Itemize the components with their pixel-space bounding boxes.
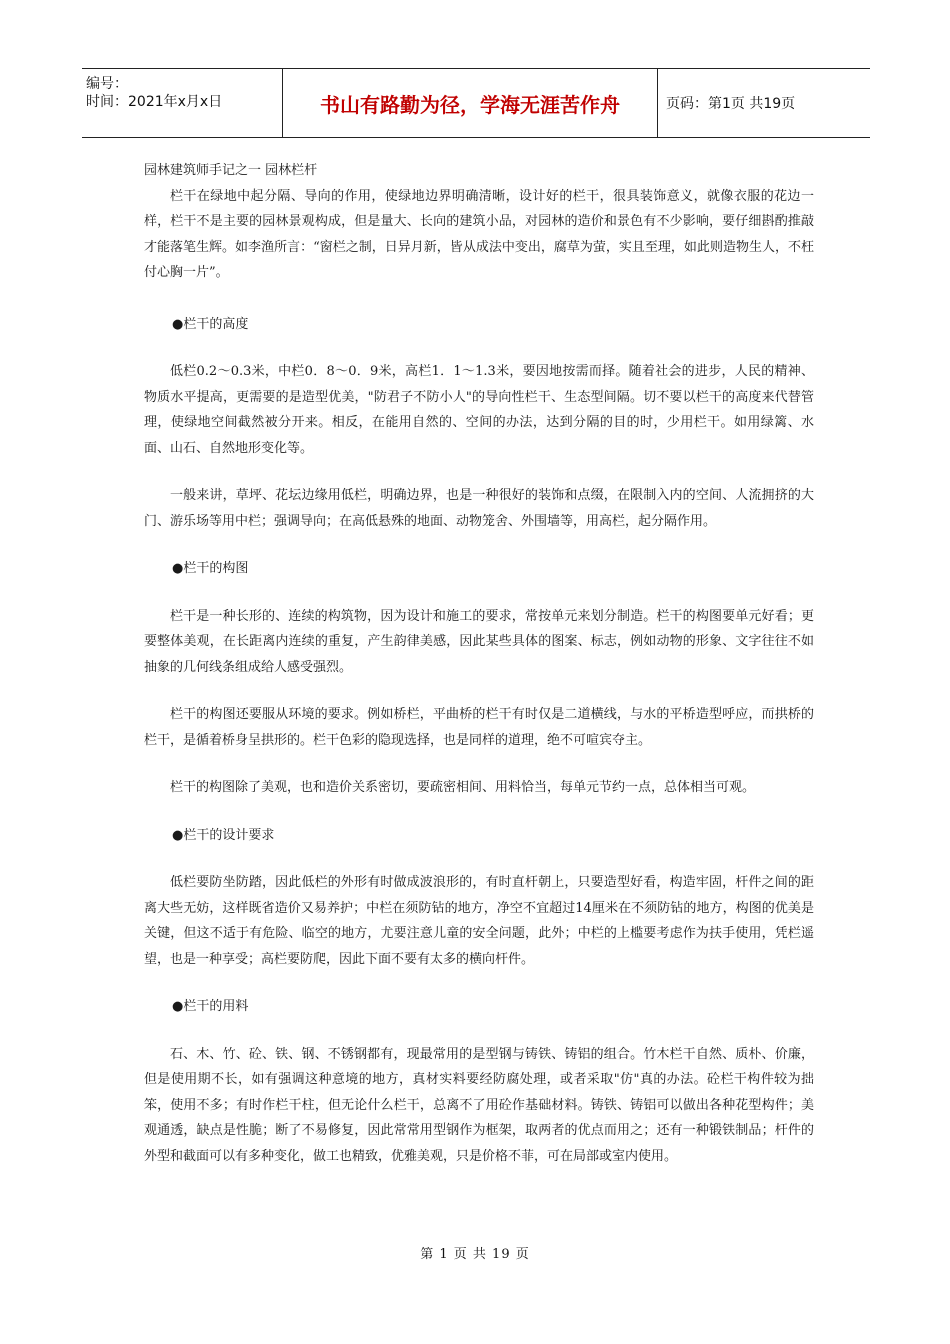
section-heading-composition: ●栏干的构图 xyxy=(172,561,249,576)
paragraph: 石、木、竹、砼、铁、钢、不锈钢都有，现最常用的是型钢与铸铁、铸铝的组合。竹木栏干自然、质朴、价廉，但是使用期不长，如有强调这种意境的地方，真材实料要经防腐处理，或者采取"仿"真的办法。砼栏干构件较为拙笨，使用不多；有时作栏干柱，但无论什么栏干，总离不了用砼作基础材料。铸铁、铸铝可以做出各种花型构件；美观通透，缺点是性脆；断了不易修复，因此常常用型钢作为框架，取两者的优点而用之；还有一种锻铁制品；杆件的外型和截面可以有多种变化，做工也精致，优雅美观，只是价格不菲，可在局部或室内使用。 xyxy=(144,1046,814,1164)
paragraph: 低栏0.2～0.3米，中栏0．8～0．9米，高栏1．1～1.3米，要因地按需而择。随着社会的进步，人民的精神、物质水平提高，更需要的是造型优美，"防君子不防小人"的导向性栏干、生态型间隔。切不要以栏干的高度来代替管理，使绿地空间截然被分开来。相反，在能用自然的、空间的办法，达到分隔的目的时，少用栏干。如用绿篱、水面、山石、自然地形变化等。 xyxy=(144,364,814,456)
page-footer: 第 1 页 共 19 页 xyxy=(420,1247,530,1262)
paragraph: 低栏要防坐防踏，因此低栏的外形有时做成波浪形的，有时直杆朝上，只要造型好看，构造牢固，杆件之间的距离大些无妨，这样既省造价又易养护；中栏在须防钻的地方，净空不宜超过14厘米在不须防钻的地方，构图的优美是关键，但这不适于有危险、临空的地方，尤要注意儿童的安全问题，此外；中栏的上槛要考虑作为扶手使用，凭栏遥望，也是一种享受；高栏要防爬，因此下面不要有太多的横向杆件。 xyxy=(144,875,814,967)
header-page-code: 页码：第1页 共19页 xyxy=(666,96,796,112)
article-body xyxy=(144,158,814,1169)
header-motto: 书山有路勤为径，学海无涯苦作舟 xyxy=(320,92,620,117)
paragraph: 栏干的构图除了美观，也和造价关系密切，要疏密相间、用料恰当，每单元节约一点，总体相当可观。 xyxy=(170,780,756,795)
document-date-label: 时间：2021年x月x日 xyxy=(86,94,223,110)
section-heading-materials: ●栏干的用料 xyxy=(172,999,249,1014)
paragraph: 栏干的构图还要服从环境的要求。例如桥栏，平曲桥的栏干有时仅是二道横线，与水的平桥造型呼应，而拱桥的栏干，是循着桥身呈拱形的。栏干色彩的隐现选择，也是同样的道理，绝不可喧宾夺主。 xyxy=(144,707,814,748)
paragraph-intro: 栏干在绿地中起分隔、导向的作用，使绿地边界明确清晰，设计好的栏干，很具装饰意义，就像衣服的花边一样，栏干不是主要的园林景观构成，但是量大、长向的建筑小品，对园林的造价和景色有不少影响，要仔细斟酌推敲才能落笔生辉。如李渔所言：“窗栏之制，日异月新，皆从成法中变出，腐草为萤，实且至理，如此则造物生人，不枉付心胸一片”。 xyxy=(144,188,814,280)
section-heading-design: ●栏干的设计要求 xyxy=(172,827,275,843)
article-title: 园林建筑师手记之一 园林栏杆 xyxy=(144,163,318,178)
header-divider xyxy=(657,69,658,137)
paragraph: 一般来讲，草坪、花坛边缘用低栏，明确边界，也是一种很好的装饰和点缀，在限制入内的空间、人流拥挤的大门、游乐场等用中栏；强调导向；在高低悬殊的地面、动物笼舍、外围墙等，用高栏，起分隔作用。 xyxy=(144,488,814,529)
paragraph: 栏干是一种长形的、连续的构筑物，因为设计和施工的要求，常按单元来划分制造。栏干的构图要单元好看；更要整体美观，在长距离内连续的重复，产生韵律美感，因此某些具体的图案、标志，例如动物的形象、文字往往不如抽象的几何线条组成给人感受强烈。 xyxy=(144,608,814,675)
section-heading-height: ●栏干的高度 xyxy=(172,316,249,332)
document-number-label: 编号： xyxy=(86,76,128,92)
header-info-cell xyxy=(82,69,282,137)
header-table xyxy=(82,68,870,138)
